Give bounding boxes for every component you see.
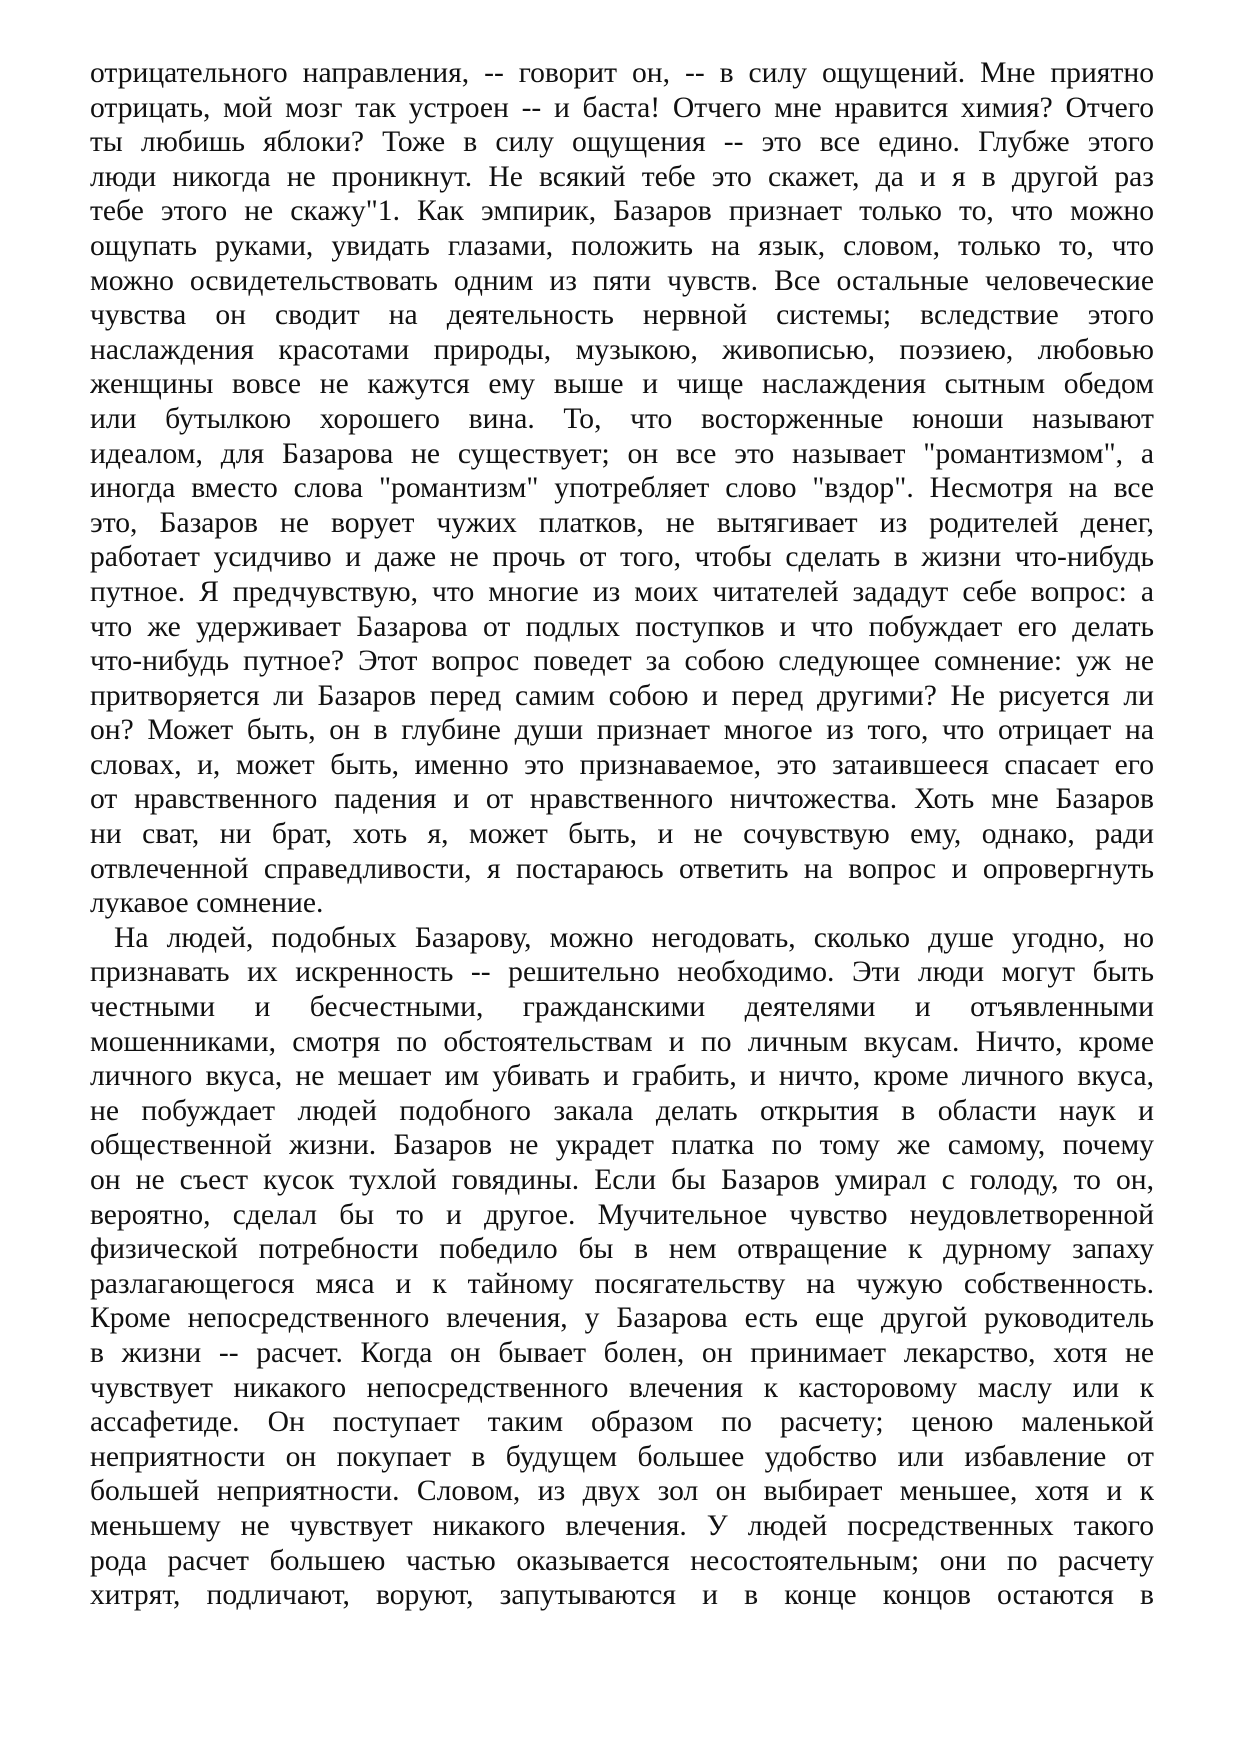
text-line: честными и бесчестными, гражданскими деятелями и отъявленными bbox=[90, 991, 1154, 1024]
text-line: можно освидетельствовать одним из пяти чувств. Все остальные человеческие bbox=[90, 264, 1154, 297]
paragraph-1 bbox=[90, 56, 1154, 921]
text-line: большей неприятности. Словом, из двух зол он выбирает меньшее, хотя и к bbox=[90, 1475, 1154, 1508]
text-line: лукавое сомнение. bbox=[90, 887, 324, 920]
text-line: люди никогда не проникнут. Не всякий тебе это скажет, да и я в другой раз bbox=[90, 160, 1154, 193]
text-line: мошенниками, смотря по обстоятельствам и по личным вкусам. Ничто, кроме bbox=[90, 1025, 1154, 1058]
text-line: что-нибудь путное? Этот вопрос поведет за собою следующее сомнение: уж не bbox=[90, 645, 1154, 678]
text-line: ощупать руками, увидать глазами, положить на язык, словом, только то, что bbox=[90, 229, 1154, 262]
text-line: работает усидчиво и даже не прочь от того, чтобы сделать в жизни что-нибудь bbox=[90, 541, 1154, 574]
text-line: Кроме непосредственного влечения, у Базарова есть еще другой руководитель bbox=[90, 1302, 1154, 1335]
text-line: На людей, подобных Базарову, можно негодовать, сколько душе угодно, но bbox=[114, 921, 1154, 954]
text-line: признавать их искренность -- решительно необходимо. Эти люди могут быть bbox=[90, 956, 1154, 989]
text-line: от нравственного падения и от нравственного ничтожества. Хоть мне Базаров bbox=[90, 783, 1154, 816]
text-line: идеалом, для Базарова не существует; он все это называет "романтизмом", а bbox=[90, 437, 1154, 470]
text-line: ты любишь яблоки? Тоже в силу ощущения -- это все едино. Глубже этого bbox=[90, 126, 1154, 159]
text-line: рода расчет большею частью оказывается несостоятельным; они по расчету bbox=[90, 1544, 1154, 1577]
text-line: в жизни -- расчет. Когда он бывает болен, он принимает лекарство, хотя не bbox=[90, 1336, 1154, 1369]
text-line: он не съест кусок тухлой говядины. Если бы Базаров умирал с голоду, то он, bbox=[90, 1164, 1154, 1196]
text-line: отвлеченной справедливости, я постараюсь ответить на вопрос и опровергнуть bbox=[90, 852, 1154, 885]
paragraph-2 bbox=[90, 921, 1154, 1613]
text-line: что же удерживает Базарова от подлых поступков и что побуждает его делать bbox=[90, 610, 1154, 643]
text-line: меньшему не чувствует никакого влечения. У людей посредственных такого bbox=[90, 1509, 1154, 1542]
text-line: неприятности он покупает в будущем большее удобство или избавление от bbox=[90, 1440, 1154, 1473]
text-line: разлагающегося мяса и к тайному посягательству на чужую собственность. bbox=[90, 1267, 1154, 1300]
text-line: тебе этого не скажу"1. Как эмпирик, Базаров признает только то, что можно bbox=[90, 195, 1154, 228]
text-line: притворяется ли Базаров перед самим собою и перед другими? Не рисуется ли bbox=[90, 679, 1154, 712]
text-line: словах, и, может быть, именно это признаваемое, это затаившееся спасает его bbox=[90, 748, 1154, 781]
text-line: чувства он сводит на деятельность нервной системы; вследствие этого bbox=[90, 299, 1154, 332]
text-line: вероятно, сделал бы то и другое. Мучительное чувство неудовлетворенной bbox=[90, 1198, 1154, 1231]
text-line: отрицать, мой мозг так устроен -- и баста! Отчего мне нравится химия? Отчего bbox=[90, 91, 1154, 124]
text-line: не побуждает людей подобного закала делать открытия в области наук и bbox=[90, 1094, 1154, 1127]
text-line: путное. Я предчувствую, что многие из моих читателей зададут себе вопрос: а bbox=[90, 575, 1154, 608]
text-line: иногда вместо слова "романтизм" употребляет слово "вздор". Несмотря на все bbox=[90, 472, 1154, 505]
text-line: отрицательного направления, -- говорит он, -- в силу ощущений. Мне приятно bbox=[90, 57, 1154, 89]
document-page bbox=[90, 56, 1154, 1613]
text-line: или бутылкою хорошего вина. То, что восторженные юноши называют bbox=[90, 402, 1154, 435]
text-line: наслаждения красотами природы, музыкою, живописью, поэзиею, любовью bbox=[90, 333, 1154, 366]
text-line: общественной жизни. Базаров не украдет платка по тому же самому, почему bbox=[90, 1129, 1154, 1162]
text-line: физической потребности победило бы в нем отвращение к дурному запаху bbox=[90, 1233, 1154, 1266]
text-line: он? Может быть, он в глубине души признает многое из того, что отрицает на bbox=[90, 714, 1154, 747]
text-line: женщины вовсе не кажутся ему выше и чище наслаждения сытным обедом bbox=[90, 368, 1154, 401]
text-line: ни сват, ни брат, хоть я, может быть, и не сочувствую ему, однако, ради bbox=[90, 818, 1154, 851]
text-line: чувствует никакого непосредственного влечения к касторовому маслу или к bbox=[90, 1371, 1154, 1404]
text-line: личного вкуса, не мешает им убивать и грабить, и ничто, кроме личного вкуса, bbox=[90, 1060, 1154, 1093]
text-line: ассафетиде. Он поступает таким образом по расчету; ценою маленькой bbox=[90, 1406, 1154, 1439]
text-line: хитрят, подличают, воруют, запутываются и в конце концов остаются в bbox=[90, 1579, 1154, 1612]
text-line: это, Базаров не ворует чужих платков, не вытягивает из родителей денег, bbox=[90, 506, 1154, 539]
